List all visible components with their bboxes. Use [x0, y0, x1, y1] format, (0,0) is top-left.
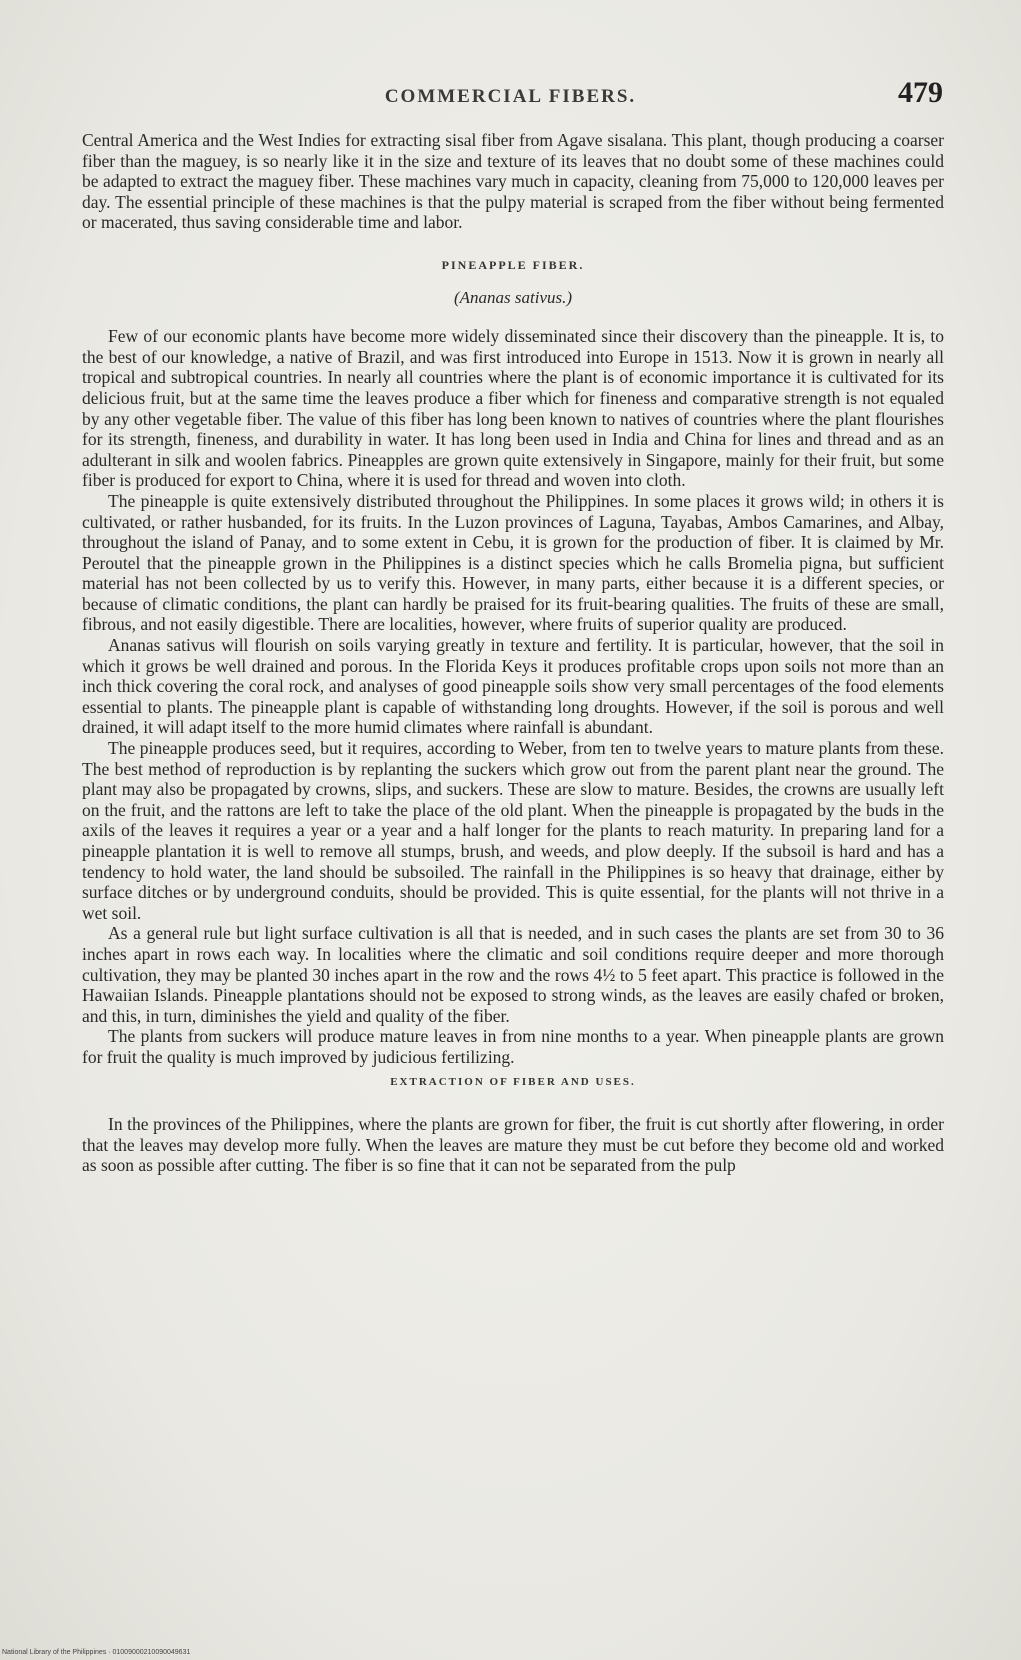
scan-footer: National Library of the Philippines · 01009000210090049631 — [2, 1649, 191, 1656]
paragraph: The pineapple is quite extensively distributed throughout the Philippines. In some places it grows wild; in others it is cultivated, or rather husbanded, for its fruits. In the Luzon provinces of Laguna, Tayabas, Ambos Camarines, and Albay, throughout the island of Panay, and to some extent in Cebu, it is grown for the production of fiber. It is claimed by Mr. Peroutel that the pineapple grown in the Philippines is a distinct species which he calls Bromelia pigna, but sufficient material has not been collected by us to verify this. However, in many parts, either because it is a different species, or because of climatic conditions, the plant can hardly be praised for its fruit-bearing qualities. The fruits of these are small, fibrous, and not easily digestible. There are localities, however, where fruits of superior quality are produced. — [82, 490, 944, 635]
paragraph: The plants from suckers will produce mature leaves in from nine months to a year. When pineapple plants are grown for fruit the quality is much improved by judicious fertilizing. — [82, 1026, 944, 1067]
running-title: COMMERCIAL FIBERS. — [384, 86, 637, 107]
paragraph: In the provinces of the Philippines, where the plants are grown for fiber, the fruit is cut shortly after flowering, in order that the leaves may develop more fully. When the leaves are mature they must be cut before they become old and worked as soon as possible after cutting. The fiber is so fine that it can not be separated from the pulp — [82, 1114, 944, 1176]
section-heading: PINEAPPLE FIBER. — [441, 257, 585, 272]
paragraph: Central America and the West Indies for extracting sisal fiber from Agave sisalana. This plant, though producing a coarser fiber than the maguey, is so nearly like it in the size and texture of its leaves that no doubt some of these machines could be adapted to extract the maguey fiber. These machines vary much in capacity, cleaning from 75,000 to 120,000 leaves per day. The essential principle of these machines is that the pulpy material is scraped from the fiber without being fermented or macerated, thus saving considerable time and labor. — [82, 130, 944, 233]
paragraph: The pineapple produces seed, but it requires, according to Weber, from ten to twelve years to mature plants from these. The best method of reproduction is by replanting the suckers which grow out from the parent plant near the ground. The plant may also be propagated by crowns, slips, and suckers. These are slow to mature. Besides, the crowns are usually left on the fruit, and the rattons are left to take the place of the old plant. When the pineapple is propagated by the buds in the axils of the leaves it requires a year or a year and a half longer for the plants to reach maturity. In preparing land for a pineapple plantation it is well to remove all stumps, brush, and weeds, and plow deeply. If the subsoil is hard and has a tendency to hold water, the land should be subsoiled. The rainfall in the Philippines is so heavy that drainage, either by surface ditches or by underground conduits, should be provided. This is quite essential, for the plants will not thrive in a wet soil. — [82, 738, 944, 923]
section-subheading: (Ananas sativus.) — [453, 287, 573, 307]
paragraph: As a general rule but light surface cultivation is all that is needed, and in such cases the plants are set from 30 to 36 inches apart in rows each way. In localities where the climatic and soil conditions require deeper and more thorough cultivation, they may be planted 30 inches apart in the row and the rows 4½ to 5 feet apart. This practice is followed in the Hawaiian Islands. Pineapple plantations should not be exposed to strong winds, as the leaves are easily chafed or broken, and this, in turn, diminishes the yield and quality of the fiber. — [82, 923, 944, 1026]
section-heading: EXTRACTION OF FIBER AND USES. — [390, 1075, 636, 1088]
paragraph: Ananas sativus will flourish on soils varying greatly in texture and fertility. It is particular, however, that the soil in which it grows be well drained and porous. In the Florida Keys it produces profitable crops upon soils not more than an inch thick covering the coral rock, and analyses of good pineapple soils show very small percentages of the food elements essential to plants. The pineapple plant is capable of withstanding long droughts. However, if the soil is porous and well drained, it will adapt itself to the more humid climates where rainfall is abundant. — [82, 635, 944, 738]
page-number: 479 — [898, 76, 943, 109]
page-body — [82, 130, 944, 1176]
page-header — [78, 76, 943, 116]
paragraph: Few of our economic plants have become more widely disseminated since their discovery than the pineapple. It is, to the best of our knowledge, a native of Brazil, and was first introduced into Europe in 1513. Now it is grown in nearly all tropical and subtropical countries. In nearly all countries where the plant is of economic importance it is cultivated for its delicious fruit, but at the same time the leaves produce a fiber which for fineness and comparative strength is not equaled by any other vegetable fiber. The value of this fiber has long been known to natives of countries where the plant flourishes for its strength, fineness, and durability in water. It has long been used in India and China for lines and thread and as an adulterant in silk and woolen fabrics. Pineapples are grown quite extensively in Singapore, mainly for their fruit, but some fiber is produced for export to China, where it is used for thread and woven into cloth. — [82, 326, 944, 491]
